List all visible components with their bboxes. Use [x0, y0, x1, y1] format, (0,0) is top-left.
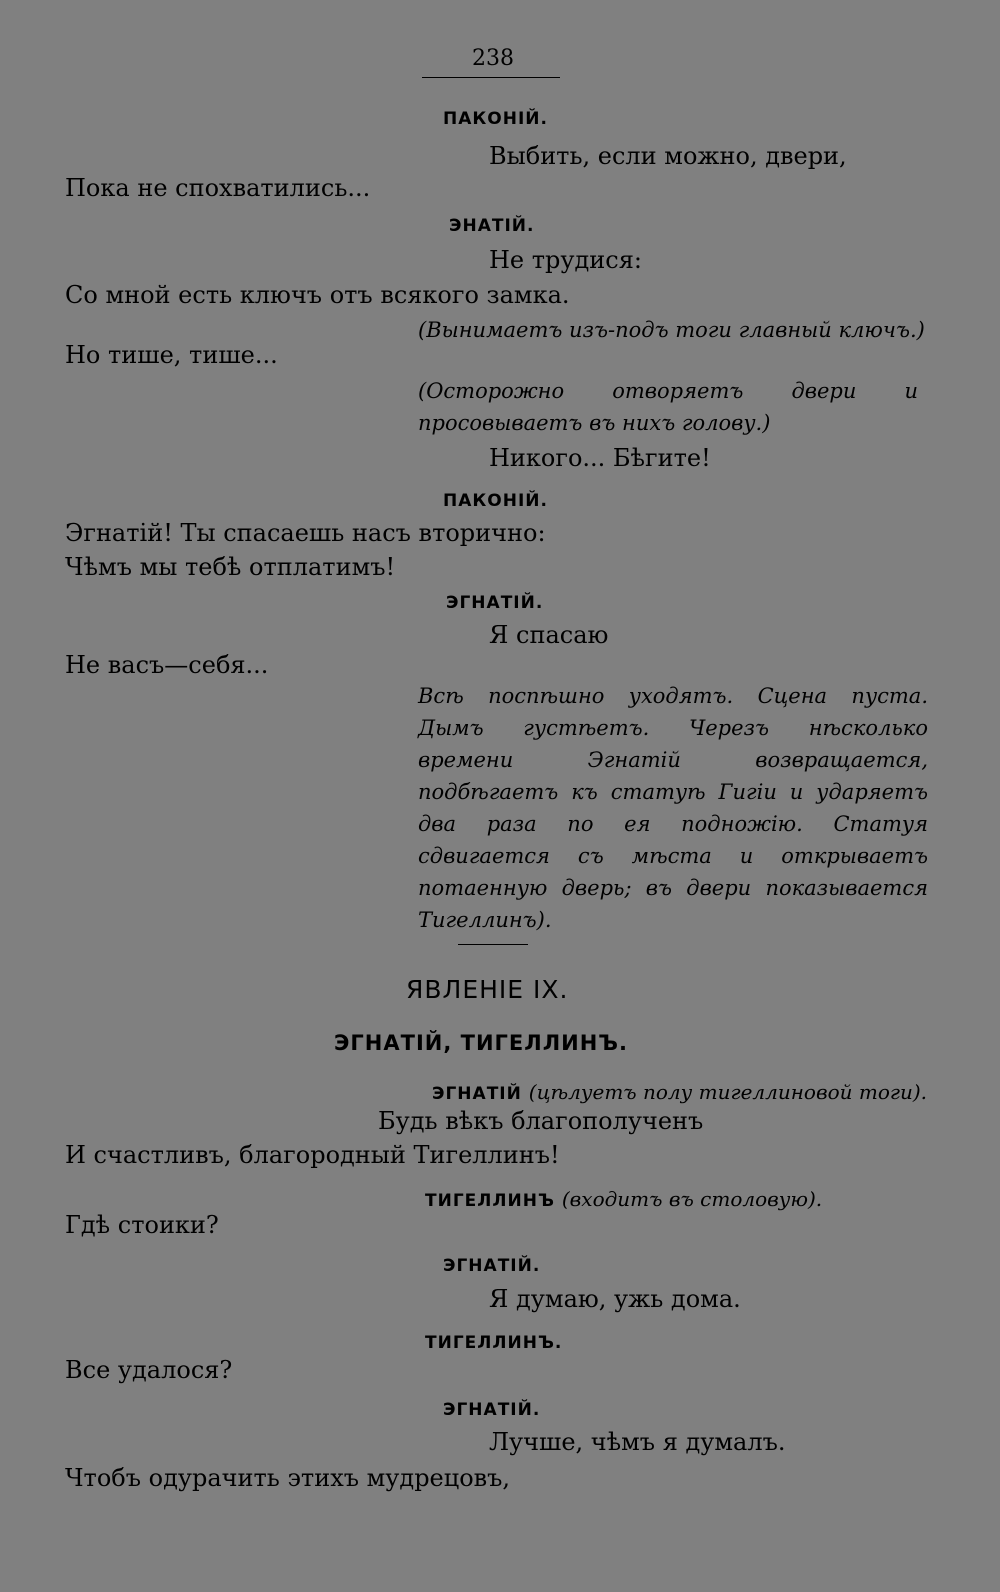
- header-rule: [422, 77, 560, 78]
- verse-line: Чѣмъ мы тебѣ отплатимъ!: [65, 553, 396, 581]
- speaker-name: ПАКОНІЙ.: [443, 491, 548, 511]
- verse-line: Никого... Бѣгите!: [489, 444, 711, 472]
- stage-direction: Всѣ поспѣшно уходятъ. Сцена пуста. Дымъ густѣетъ. Черезъ нѣсколько времени Эгнатій возвращается, подбѣгаетъ къ статуѣ Гигіи и ударяетъ два раза по ея подножію. Статуя сдвигается съ мѣста и открываетъ потаенную дверь; въ двери показывается Тигеллинъ).: [418, 684, 928, 932]
- stage-direction: (цѣлуетъ полу тигеллиновой тоги).: [528, 1080, 928, 1104]
- stage-direction: (Вынимаетъ изъ-подъ тоги главный ключъ.): [418, 318, 925, 342]
- speaker-name: ЭНАТІЙ.: [449, 216, 535, 236]
- verse-line: Лучше, чѣмъ я думалъ.: [489, 1428, 786, 1456]
- speaker-name-text: ТИГЕЛЛИНЪ: [425, 1191, 555, 1211]
- verse-line: Будь вѣкъ благополученъ: [378, 1107, 704, 1135]
- verse-line: Гдѣ стоики?: [65, 1211, 219, 1239]
- verse-line: Чтобъ одурачить этихъ мудрецовъ,: [65, 1464, 511, 1492]
- verse-line: Я спасаю: [489, 621, 609, 649]
- verse-line: Эгнатій! Ты спасаешь насъ вторично:: [65, 519, 546, 547]
- speaker-name: ТИГЕЛЛИНЪ.: [425, 1333, 563, 1353]
- speaker-name: [432, 1081, 927, 1105]
- speaker-name: ПАКОНІЙ.: [443, 109, 548, 129]
- speaker-name: ЭГНАТІЙ.: [446, 593, 544, 613]
- page-number: 238: [472, 46, 514, 71]
- speaker-name: ЭГНАТІЙ.: [443, 1400, 541, 1420]
- section-divider: [458, 944, 528, 945]
- speaker-name-text: ЭГНАТІЙ: [432, 1084, 522, 1104]
- scene-title: ЯВЛЕНІЕ IX.: [406, 975, 569, 1004]
- speaker-name: [425, 1188, 822, 1212]
- verse-line: Не трудися:: [489, 246, 642, 274]
- verse-line: Не васъ—себя...: [65, 651, 269, 679]
- verse-line: Выбить, если можно, двери,: [489, 142, 847, 170]
- verse-line: Я думаю, ужь дома.: [489, 1285, 741, 1313]
- stage-direction: (входитъ въ столовую).: [561, 1187, 823, 1211]
- verse-line: И счастливъ, благородный Тигеллинъ!: [65, 1141, 560, 1169]
- scene-characters: ЭГНАТІЙ, ТИГЕЛЛИНЪ.: [334, 1031, 628, 1055]
- stage-direction: (Осторожно отворяетъ двери и просовываетъ въ нихъ голову.): [418, 379, 918, 435]
- speaker-name: ЭГНАТІЙ.: [443, 1256, 541, 1276]
- verse-line: Но тише, тише...: [65, 341, 278, 369]
- verse-line: Все удалося?: [65, 1356, 233, 1384]
- verse-line: Пока не спохватились...: [65, 174, 371, 202]
- verse-line: Со мной есть ключъ отъ всякого замка.: [65, 281, 570, 309]
